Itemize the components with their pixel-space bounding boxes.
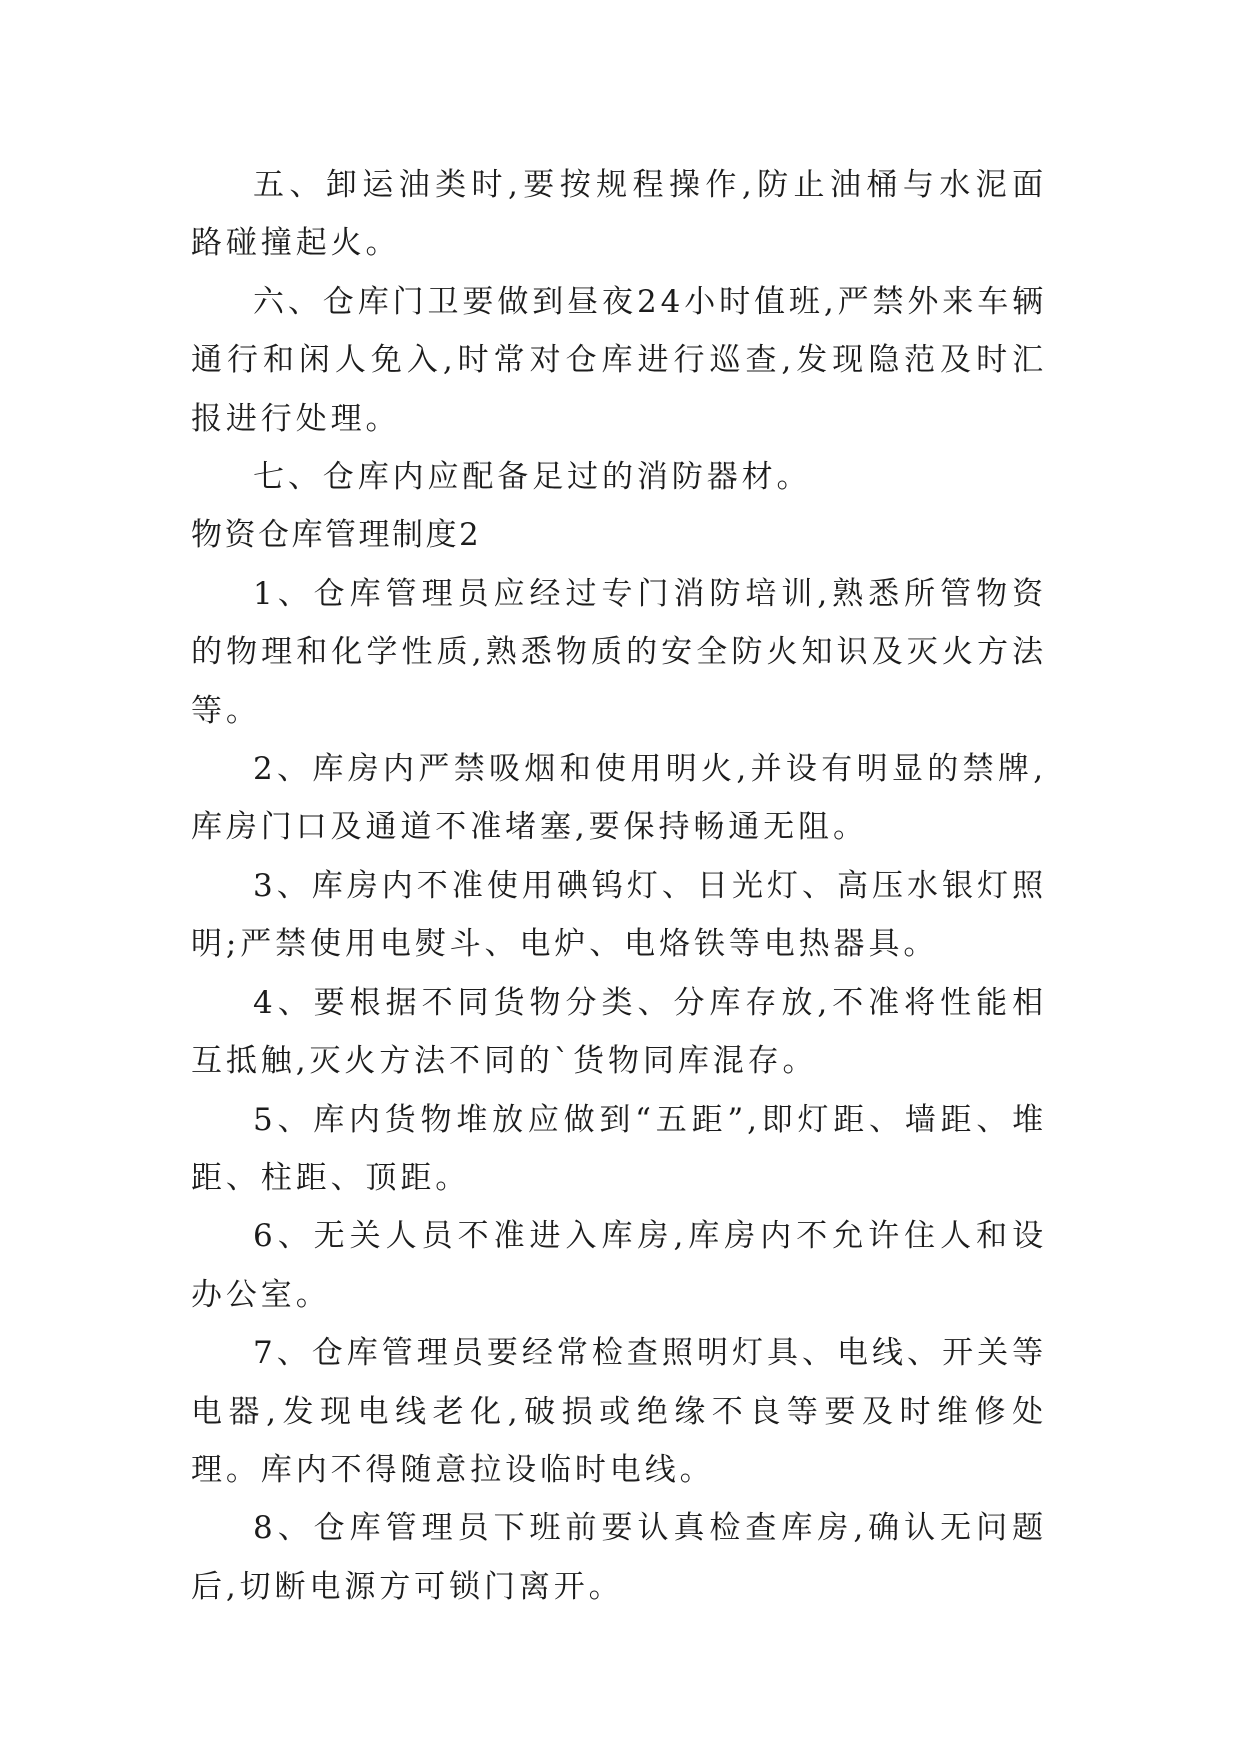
rule-item-7: 7、仓库管理员要经常检查照明灯具、电线、开关等电器,发现电线老化,破损或绝缘不良等要及时维修处理。库内不得随意拉设临时电线。 [191,1335,1047,1488]
paragraph-item-7: 七、仓库内应配备足过的消防器材。 [253,459,812,496]
paragraph-item-5: 五、卸运油类时,要按规程操作,防止油桶与水泥面路碰撞起火。 [191,167,1047,262]
rule-item-6: 6、无关人员不准进入库房,库房内不允许住人和设办公室。 [191,1218,1047,1313]
rule-item-5: 5、库内货物堆放应做到“五距”,即灯距、墙距、堆距、柱距、顶距。 [191,1101,1047,1196]
document-body [191,156,1047,1616]
rule-item-1: 1、仓库管理员应经过专门消防培训,熟悉所管物资的物理和化学性质,熟悉物质的安全防火知识及灭火方法等。 [191,575,1047,729]
rule-item-4: 4、要根据不同货物分类、分库存放,不准将性能相互抵触,灭火方法不同的`货物同库混存。 [191,984,1047,1080]
rule-item-3: 3、库房内不准使用碘钨灯、日光灯、高压水银灯照明;严禁使用电熨斗、电炉、电烙铁等电热器具。 [191,867,1047,963]
rule-item-8: 8、仓库管理员下班前要认真检查库房,确认无问题后,切断电源方可锁门离开。 [191,1510,1047,1605]
paragraph-item-6: 六、仓库门卫要做到昼夜24小时值班,严禁外来车辆通行和闲人免入,时常对仓库进行巡查,发现隐范及时汇报进行处理。 [191,283,1047,437]
section-title: 物资仓库管理制度2 [191,517,482,554]
rule-item-2: 2、库房内严禁吸烟和使用明火,并设有明显的禁牌,库房门口及通道不准堵塞,要保持畅通无阻。 [191,751,1047,846]
